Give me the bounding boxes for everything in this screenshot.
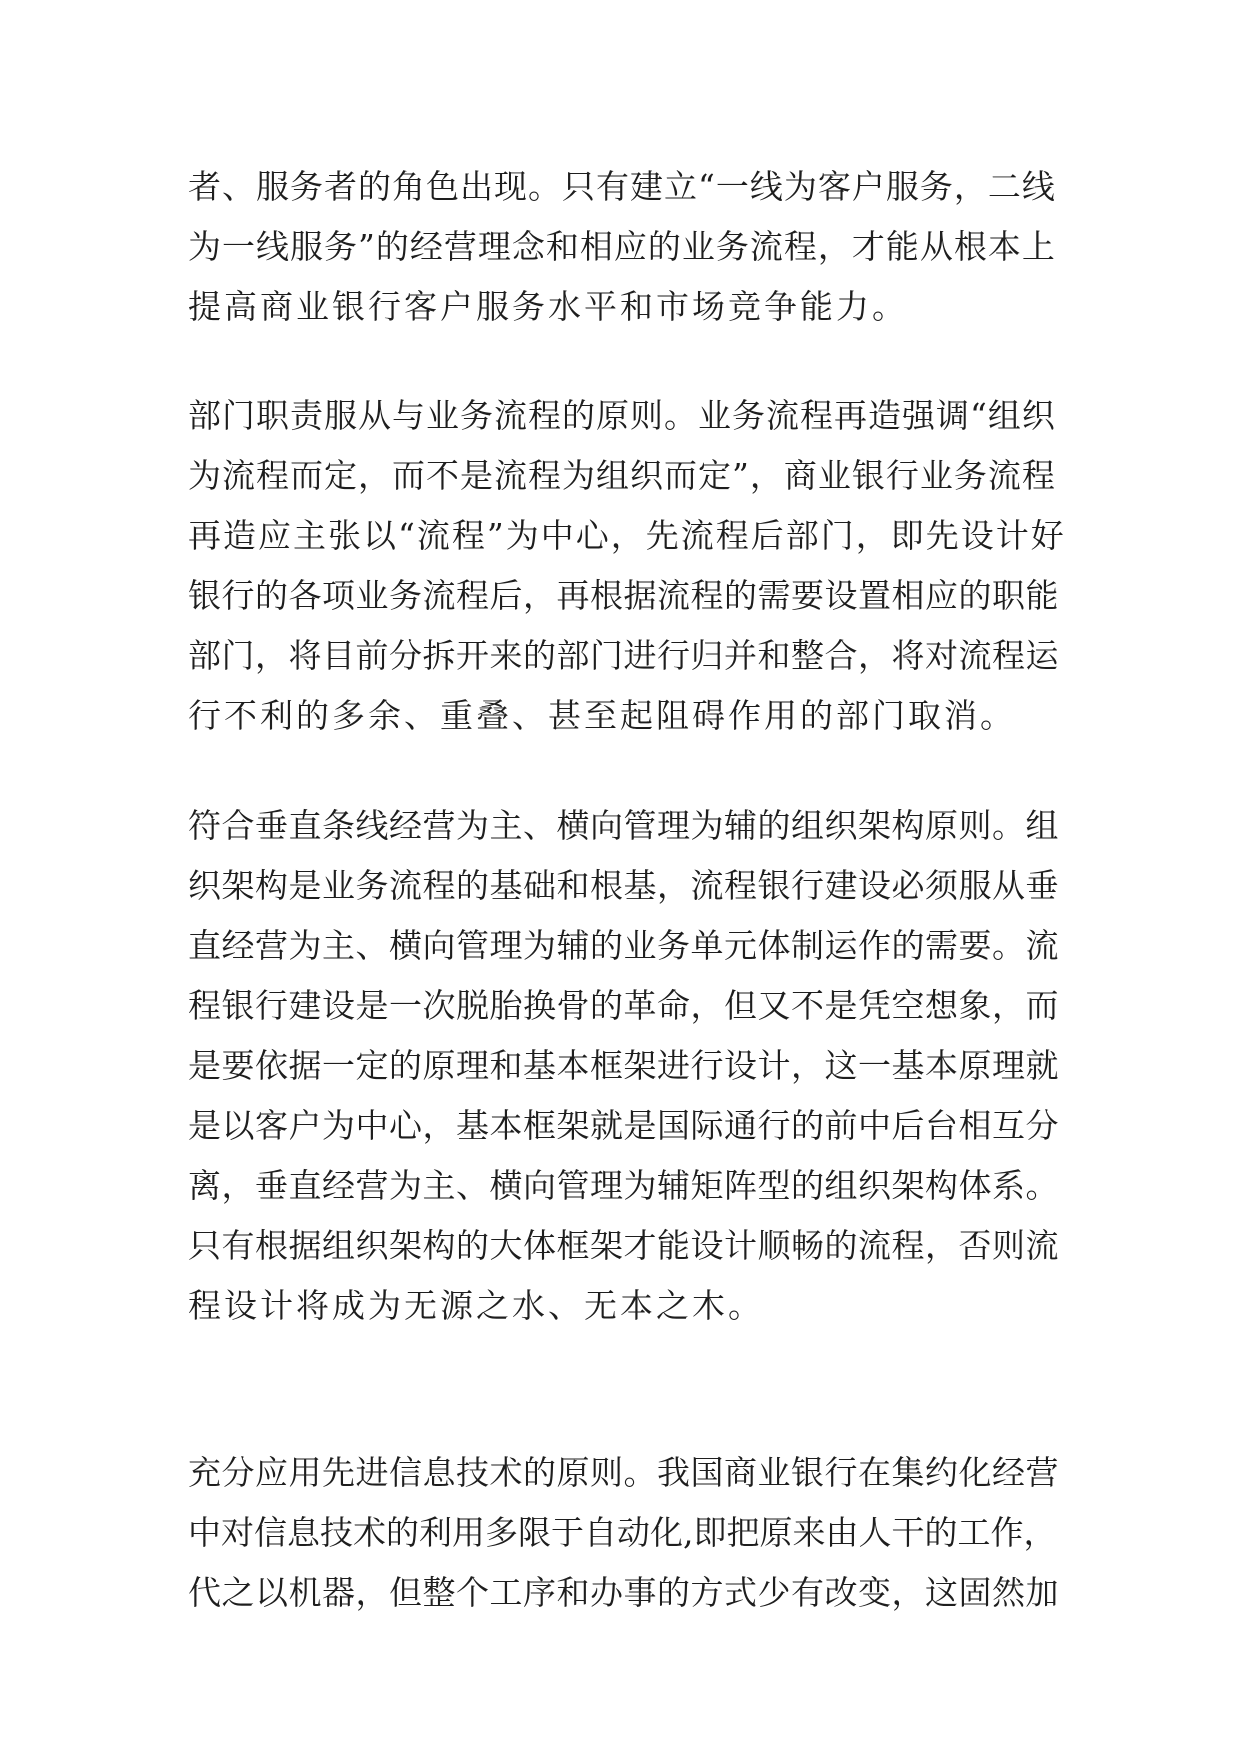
- text-line: 充分应用先进信息技术的原则。我国商业银行在集约化经营: [188, 1453, 1059, 1492]
- paragraph-organization-structure: [188, 796, 1068, 1336]
- text-line: 提高商业银行客户服务水平和市场竞争能力。: [188, 287, 908, 326]
- text-line: 中对信息技术的利用多限于自动化,即把原来由人干的工作，: [188, 1513, 1057, 1552]
- text-line: 程银行建设是一次脱胎换骨的革命，但又不是凭空想象，而: [188, 986, 1059, 1025]
- text-line: 直经营为主、横向管理为辅的业务单元体制运作的需要。流: [188, 926, 1059, 965]
- text-line: 部门职责服从与业务流程的原则。业务流程再造强调“组织: [188, 396, 1056, 435]
- paragraph-information-technology: [188, 1443, 1068, 1623]
- text-line: 再造应主张以“流程”为中心，先流程后部门，即先设计好: [188, 516, 1066, 555]
- text-line: 程设计将成为无源之水、无本之木。: [188, 1286, 764, 1325]
- text-line: 是要依据一定的原理和基本框架进行设计，这一基本原理就: [188, 1046, 1059, 1085]
- text-line: 银行的各项业务流程后，再根据流程的需要设置相应的职能: [188, 576, 1059, 615]
- text-line: 是以客户为中心，基本框架就是国际通行的前中后台相互分: [188, 1106, 1059, 1145]
- text-line: 只有根据组织架构的大体框架才能设计顺畅的流程，否则流: [188, 1226, 1059, 1265]
- text-line: 为流程而定，而不是流程为组织而定”，商业银行业务流程: [188, 456, 1056, 495]
- text-line: 织架构是业务流程的基础和根基，流程银行建设必须服从垂: [188, 866, 1059, 905]
- text-line: 代之以机器，但整个工序和办事的方式少有改变，这固然加: [188, 1573, 1059, 1612]
- paragraph-department-duties: [188, 386, 1068, 746]
- text-line: 离，垂直经营为主、横向管理为辅矩阵型的组织架构体系。: [188, 1166, 1059, 1205]
- text-line: 者、服务者的角色出现。只有建立“一线为客户服务，二线: [188, 167, 1056, 206]
- text-line: 行不利的多余、重叠、甚至起阻碍作用的部门取消。: [188, 696, 1016, 735]
- text-line: 符合垂直条线经营为主、横向管理为辅的组织架构原则。组: [188, 806, 1059, 845]
- text-line: 为一线服务”的经营理念和相应的业务流程，才能从根本上: [188, 227, 1056, 266]
- paragraph-customer-service: [188, 157, 1068, 337]
- text-line: 部门，将目前分拆开来的部门进行归并和整合，将对流程运: [188, 636, 1059, 675]
